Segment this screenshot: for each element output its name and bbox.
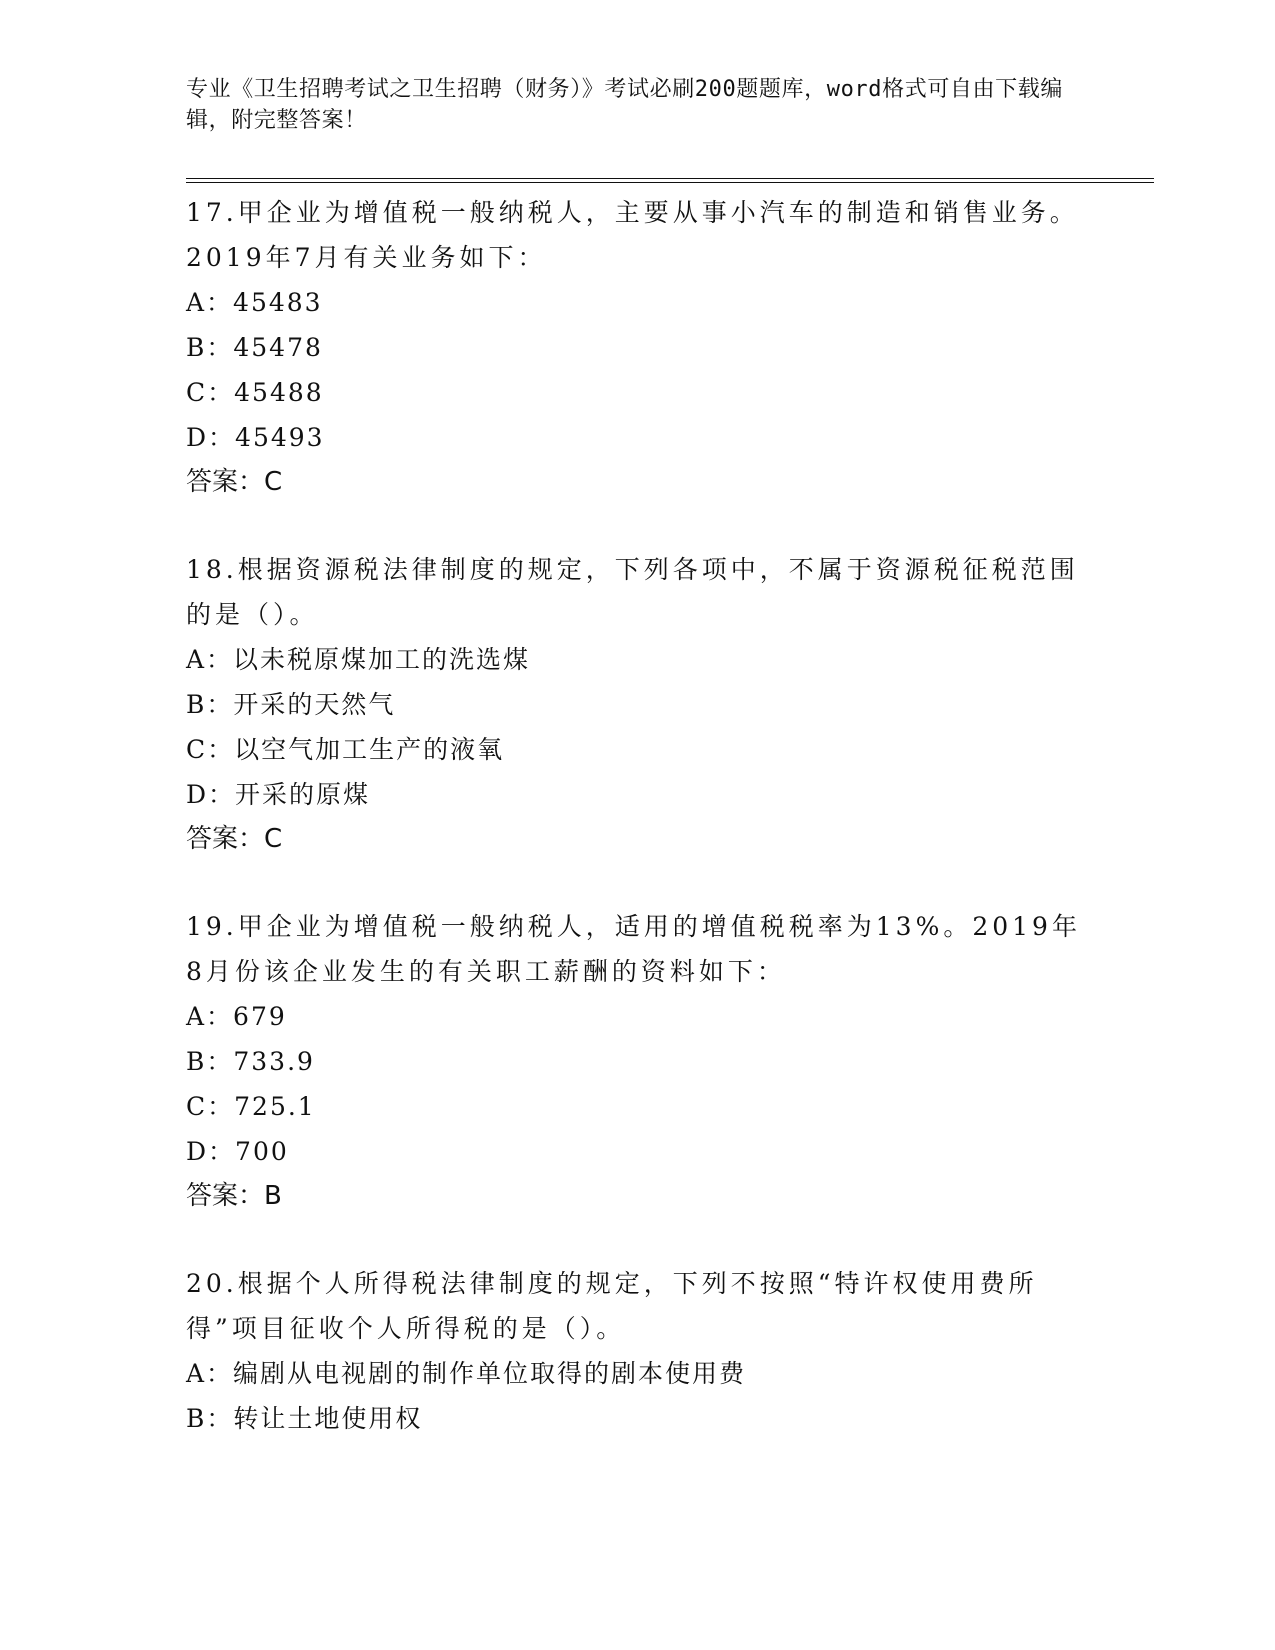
question-text: 20.根据个人所得税法律制度的规定，下列不按照“特许权使用费所得”项目征收个人所得税的是（）。 — [186, 1269, 1038, 1343]
option-d: D：45493 — [186, 423, 325, 452]
question-text: 18.根据资源税法律制度的规定，下列各项中，不属于资源税征税范围的是（）。 — [186, 555, 1079, 629]
question-17 — [186, 190, 1086, 505]
question-text: 19.甲企业为增值税一般纳税人，适用的增值税税率为13%。2019年8月份该企业发生的有关职工薪酬的资料如下： — [186, 912, 1081, 986]
option-a: A：679 — [186, 1002, 287, 1031]
document-header: 专业《卫生招聘考试之卫生招聘（财务）》考试必刷200题题库，word格式可自由下载编辑，附完整答案！ — [186, 77, 1063, 133]
question-19 — [186, 904, 1086, 1219]
option-a: A：编剧从电视剧的制作单位取得的剧本使用费 — [186, 1359, 747, 1388]
option-b: B：转让土地使用权 — [186, 1404, 423, 1433]
option-b: B：开采的天然气 — [186, 690, 396, 719]
question-18 — [186, 547, 1086, 862]
option-a: A：以未税原煤加工的洗选煤 — [186, 645, 531, 674]
question-20 — [186, 1261, 1086, 1441]
answer: 答案：C — [186, 467, 283, 497]
option-a: A：45483 — [186, 288, 323, 317]
option-c: C：725.1 — [186, 1092, 316, 1121]
option-d: D：700 — [186, 1137, 289, 1166]
option-b: B：45478 — [186, 333, 323, 362]
header-divider — [186, 178, 1154, 183]
question-text: 17.甲企业为增值税一般纳税人，主要从事小汽车的制造和销售业务。2019年7月有关业务如下： — [186, 198, 1079, 272]
option-d: D：开采的原煤 — [186, 780, 371, 809]
answer: 答案：C — [186, 824, 283, 854]
option-c: C：45488 — [186, 378, 324, 407]
option-b: B：733.9 — [186, 1047, 315, 1076]
question-list — [186, 190, 1086, 1483]
answer: 答案：B — [186, 1181, 282, 1211]
option-c: C：以空气加工生产的液氧 — [186, 735, 505, 764]
